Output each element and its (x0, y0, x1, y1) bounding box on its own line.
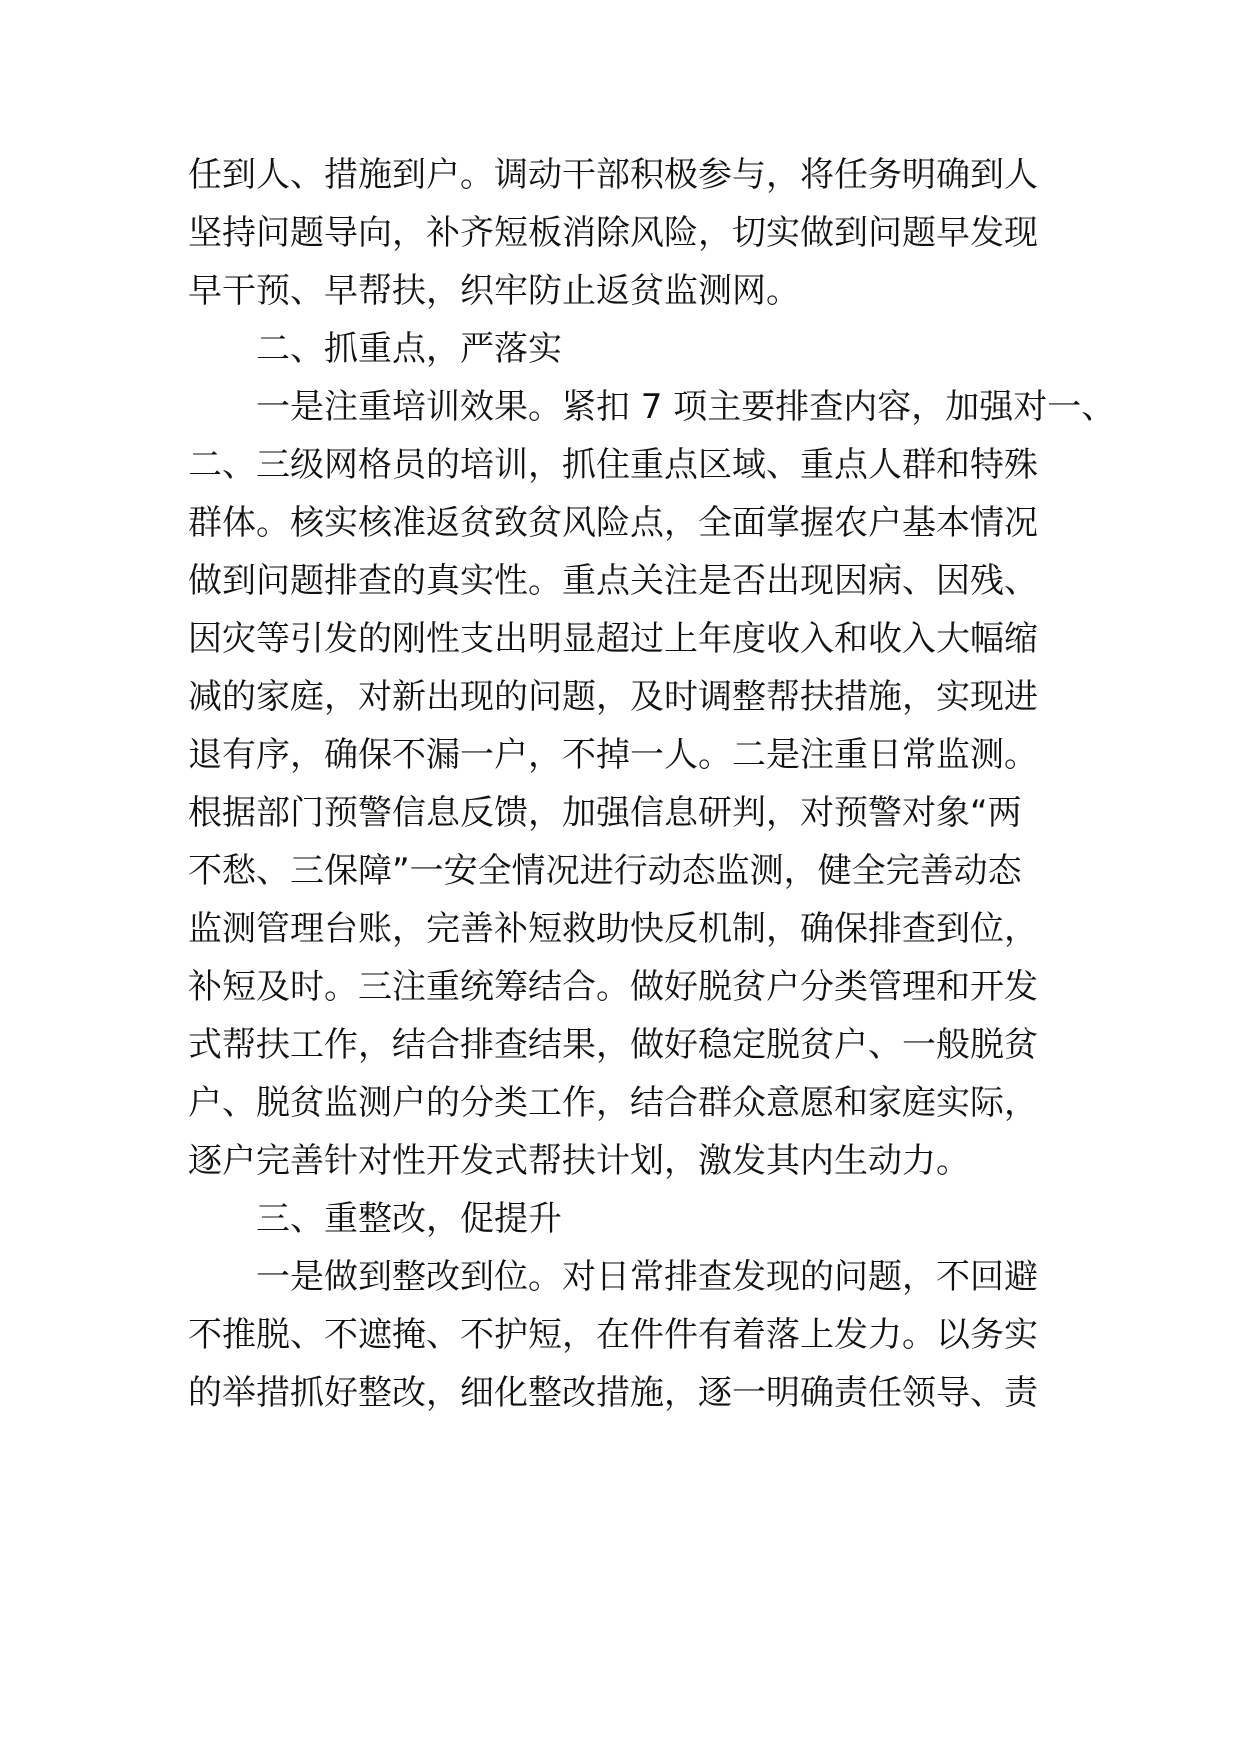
text-line: 户、脱贫监测户的分类工作，结合群众意愿和家庭实际， (188, 1083, 1038, 1123)
text-line: 群体。核实核准返贫致贫风险点，全面掌握农户基本情况 (188, 503, 1038, 543)
text-line: 根据部门预警信息反馈，加强信息研判，对预警对象“两 (188, 793, 1022, 833)
text-line: 逐户完善针对性开发式帮扶计划，激发其内生动力。 (188, 1141, 970, 1181)
text-line: 的举措抓好整改，细化整改措施，逐一明确责任领导、责 (188, 1373, 1038, 1413)
paragraph-start: 一是注重培训效果。紧扣 7 项主要排查内容，加强对一、 (256, 387, 1116, 427)
text-line: 因灾等引发的刚性支出明显超过上年度收入和收入大幅缩 (188, 619, 1038, 659)
text-line: 不愁、三保障”一安全情况进行动态监测，健全完善动态 (188, 851, 1022, 891)
section-heading: 二、抓重点，严落实 (256, 329, 562, 369)
text-line: 任到人、措施到户。调动干部积极参与，将任务明确到人 (188, 155, 1038, 195)
text-line: 早干预、早帮扶，织牢防止返贫监测网。 (188, 271, 800, 311)
text-line: 二、三级网格员的培训，抓住重点区域、重点人群和特殊 (188, 445, 1038, 485)
text-line: 退有序，确保不漏一户，不掉一人。二是注重日常监测。 (188, 735, 1038, 775)
text-line: 不推脱、不遮掩、不护短，在件件有着落上发力。以务实 (188, 1315, 1038, 1355)
paragraph-start: 一是做到整改到位。对日常排查发现的问题，不回避 (256, 1257, 1038, 1297)
section-heading: 三、重整改，促提升 (256, 1199, 562, 1239)
text-line: 做到问题排查的真实性。重点关注是否出现因病、因残、 (188, 561, 1038, 601)
text-line: 监测管理台账，完善补短救助快反机制，确保排查到位， (188, 909, 1038, 949)
text-line: 坚持问题导向，补齐短板消除风险，切实做到问题早发现 (188, 213, 1038, 253)
text-line: 补短及时。三注重统筹结合。做好脱贫户分类管理和开发 (188, 967, 1038, 1007)
text-line: 减的家庭，对新出现的问题，及时调整帮扶措施，实现进 (188, 677, 1038, 717)
text-line: 式帮扶工作，结合排查结果，做好稳定脱贫户、一般脱贫 (188, 1025, 1038, 1065)
